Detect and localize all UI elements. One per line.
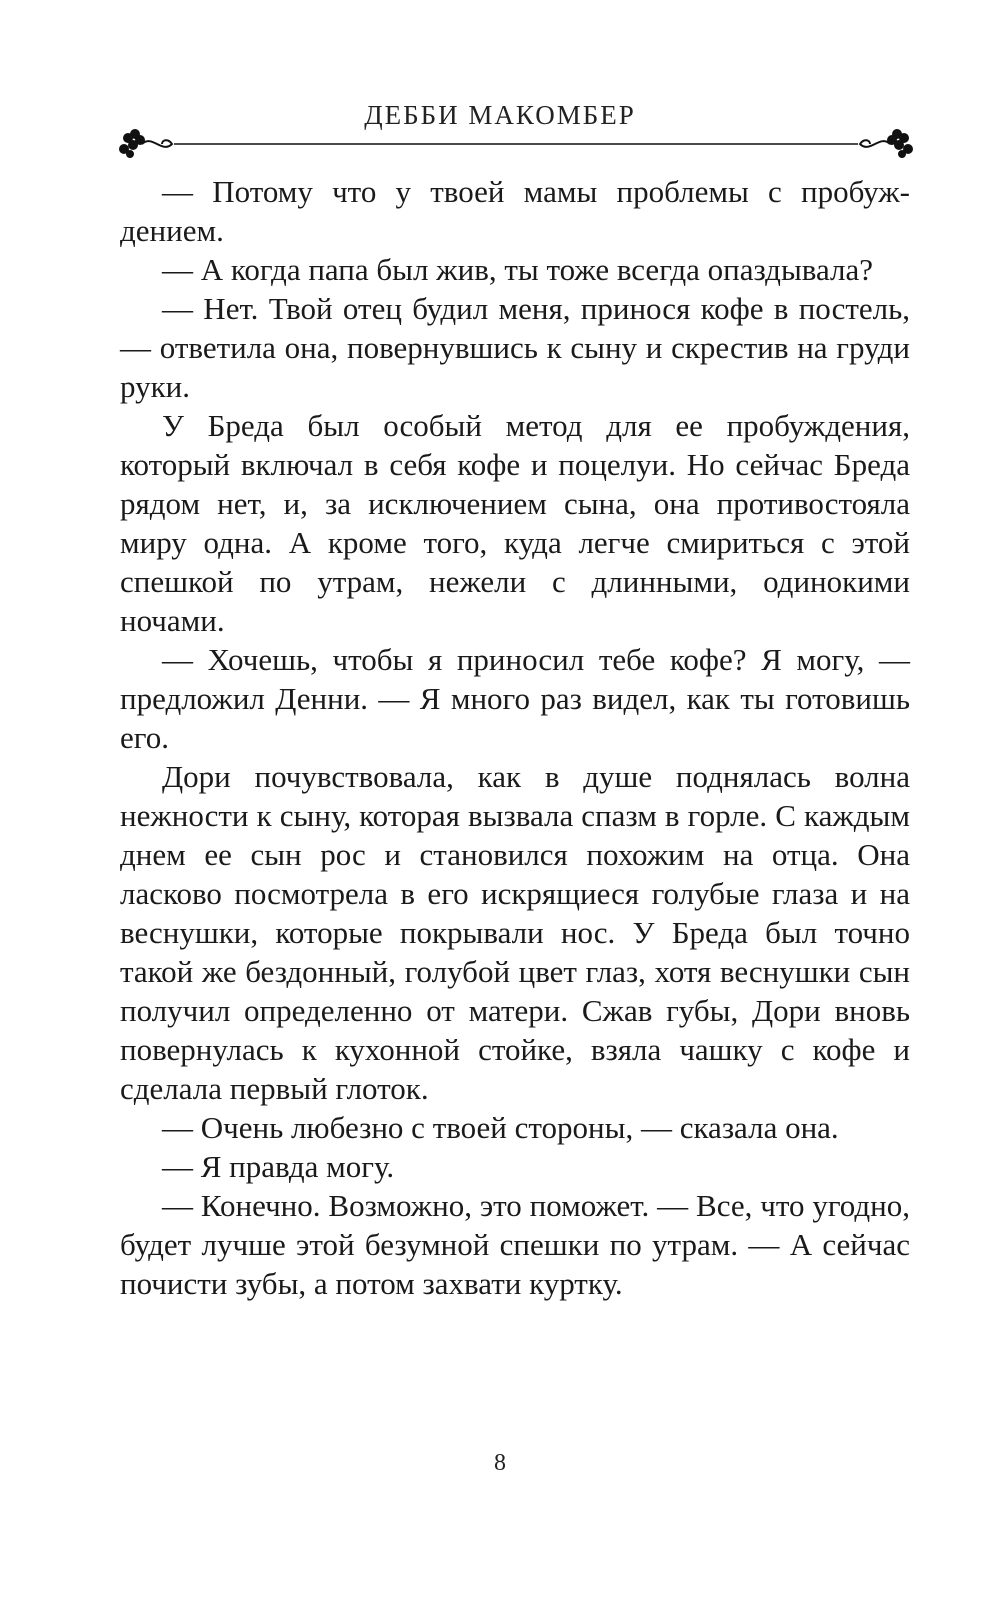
running-head-author: ДЕББИ МАКОМБЕР <box>364 100 636 130</box>
page-number: 8 <box>494 1450 506 1476</box>
paragraph: Дори почувствовала, как в душе поднялась волна нежности к сыну, которая вызвала спазм в горле. С каждым днем ее сын рос и становился похожим на отца. Она ласково посмотрела в его искрящиеся голубые глаза и на веснушки, которые покрывали нос. У Бреда был точно такой же бездонный, голубой цвет глаз, хотя веснушки сын получил определенно от матери. Сжав губы, Дори вновь повернулась к кухонной стойке, взяла чашку с кофе и сделала первый глоток. <box>120 759 910 1106</box>
paragraph: — Потому что у твоей мамы проблемы с пробуждением. <box>120 174 910 248</box>
paragraph: — Нет. Твой отец будил меня, принося кофе в постель, — ответила она, повернувшись к сыну и скрестив на груди руки. <box>120 291 910 404</box>
body-text <box>120 172 910 1303</box>
ornamental-rule <box>118 128 914 162</box>
paragraph: У Бреда был особый метод для ее пробуждения, который включал в себя кофе и поцелуи. Но сейчас Бреда рядом нет, и, за исключением сына, она противостояла миру одна. А кроме того, куда легче смириться с этой спешкой по утрам, нежели с длинными, одинокими ночами. <box>120 408 910 638</box>
right-flourish-icon <box>860 129 913 158</box>
paragraph: — Хочешь, чтобы я приносил тебе кофе? Я могу, — предложил Денни. — Я много раз видел, как ты готовишь его. <box>120 642 910 755</box>
left-flourish-icon <box>119 129 172 158</box>
paragraph: — А когда папа был жив, ты тоже всегда опаздывала? <box>162 252 874 287</box>
paragraph: — Я правда могу. <box>162 1149 395 1184</box>
paragraph: — Очень любезно с твоей стороны, — сказала она. <box>162 1110 839 1145</box>
paragraph: — Конечно. Возможно, это поможет. — Все, что угодно, будет лучше этой безумной спешки по утрам. — А сейчас почисти зубы, а потом захвати куртку. <box>120 1188 910 1301</box>
